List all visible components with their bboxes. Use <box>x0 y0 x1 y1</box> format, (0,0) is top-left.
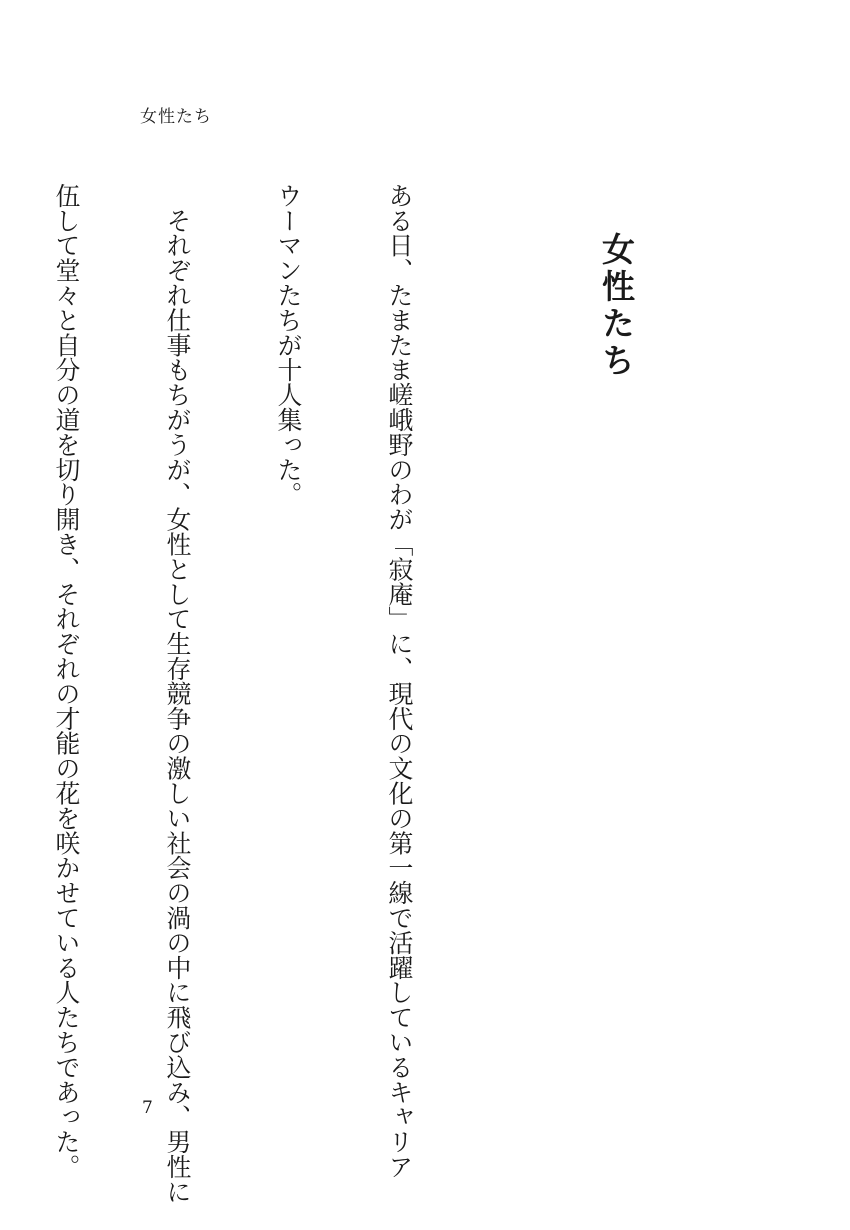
running-head: 女性たち <box>140 107 212 127</box>
body-text <box>0 183 492 1204</box>
text-line: 伍して堂々と自分の道を切り開き、それぞれの才能の花を咲かせている人たちであった。 <box>52 183 81 1179</box>
text-line: ある日、たまたま嵯峨野のわが「寂庵」に、現代の文化の第一線で活躍しているキャリア <box>385 183 414 1179</box>
chapter-title: 女性たち <box>597 232 636 380</box>
page-number: 7 <box>142 1098 153 1118</box>
text-line: ウーマンたちが十人集った。 <box>274 183 303 507</box>
text-line: それぞれ仕事もちがうが、女性として生存競争の激しい社会の渦の中に飛び込み、男性に <box>163 183 192 1204</box>
